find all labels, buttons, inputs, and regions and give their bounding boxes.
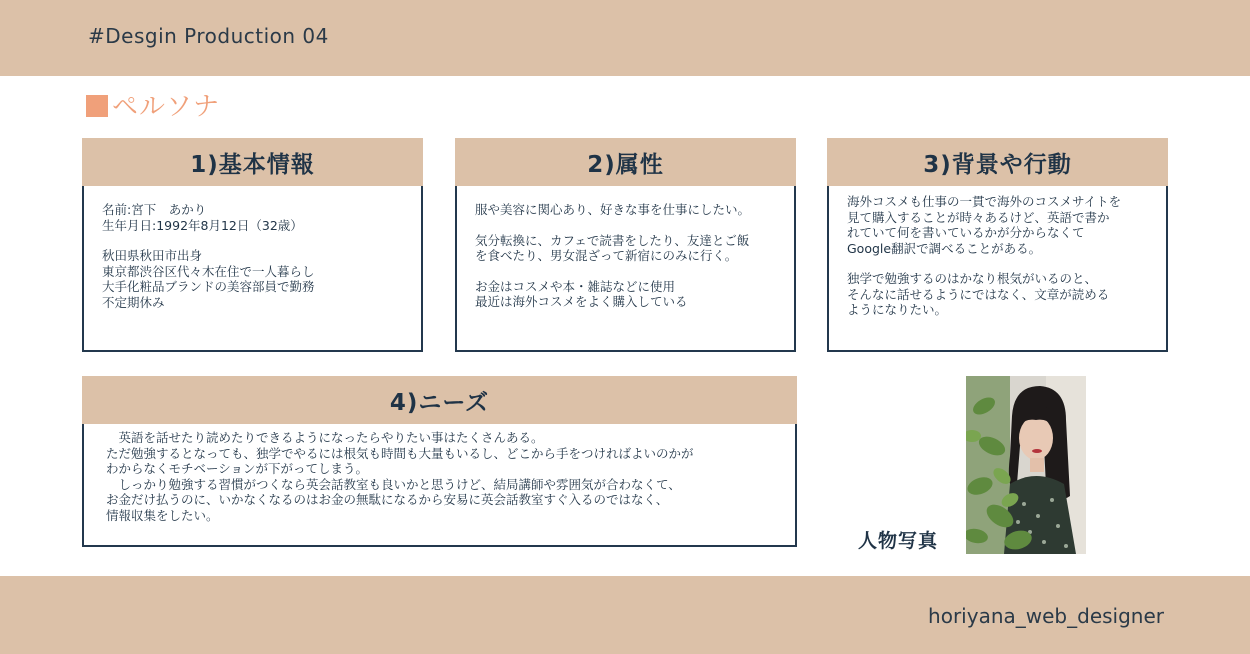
card-basic-info [82, 138, 423, 352]
text-line: わからなくモチベーションが下がってしまう。 [106, 461, 369, 476]
square-bullet-icon [86, 95, 108, 117]
card-paragraph [847, 271, 1152, 318]
needs-body [106, 430, 781, 523]
card-background [827, 138, 1168, 352]
persona-photo [966, 376, 1086, 554]
card-title: 4)ニーズ [82, 376, 797, 424]
text-line: 見て購入することが時々あるけど、英語で書か [847, 209, 1110, 225]
card-paragraph [847, 194, 1152, 256]
card-paragraph [475, 279, 780, 310]
card-paragraph [475, 202, 780, 218]
text-line: 英語を話せたり読めたりできるようになったらやりたい事はたくさんある。 [106, 430, 544, 445]
photo-caption: 人物写真 [858, 530, 939, 552]
text-line: 東京都渋谷区代々木在住で一人暮らし [102, 263, 315, 279]
card-needs [82, 376, 797, 547]
text-line: 生年月日:1992年8月12日（32歳） [102, 217, 303, 233]
card-title: 3)背景や行動 [827, 138, 1168, 186]
text-line: 秋田県秋田市出身 [102, 248, 203, 263]
text-line: れていて何を書いているかが分からなくて [847, 225, 1085, 240]
text-line: ようになりたい。 [847, 302, 948, 317]
header-bar [0, 0, 1250, 76]
section-title-text: ペルソナ [112, 92, 221, 122]
text-line: 海外コスメも仕事の一貫で海外のコスメサイトを [847, 194, 1122, 209]
card-title: 2)属性 [455, 138, 796, 186]
card-paragraph [102, 248, 407, 310]
text-line: 服や美容に関心あり、好きな事を仕事にしたい。 [475, 202, 751, 217]
text-line: 名前:宮下 あかり [102, 202, 207, 217]
card-body [102, 202, 407, 325]
text-line: 情報収集をしたい。 [106, 507, 219, 523]
card-paragraph [475, 233, 780, 264]
text-line: 不定期休み [102, 294, 165, 310]
card-attributes [455, 138, 796, 352]
card-title: 1)基本情報 [82, 138, 423, 186]
header-tag: #Desgin Production 04 [88, 24, 329, 48]
footer-bar [0, 576, 1250, 654]
text-line: 最近は海外コスメをよく購入している [475, 294, 688, 309]
section-title [86, 86, 220, 123]
text-line: 大手化粧品ブランドの美容部員で勤務 [102, 279, 315, 294]
text-line: Google翻訳で調べることがある。 [847, 240, 1042, 256]
text-line: そんなに話せるようにではなく、文章が読める [847, 286, 1110, 302]
text-line: 気分転換に、カフェで読書をしたり、友達とご飯 [475, 232, 750, 248]
footer-credit: horiyana_web_designer [928, 604, 1164, 628]
text-line: お金はコスメや本・雑誌などに使用 [475, 278, 676, 294]
text-line: しっかり勉強する習慣がつくなら英会話教室も良いかと思うけど、結局講師や雰囲気が合わなくて、 [106, 476, 681, 492]
text-line: ただ勉強するとなっても、独学でやるには根気も時間も大量もいるし、どこから手をつければよいのかが [106, 445, 694, 461]
text-line: お金だけ払うのに、いかなくなるのはお金の無駄になるから安易に英会話教室すぐ入るのではなく、 [106, 492, 669, 507]
text-line: を食べたり、男女混ざって新宿にのみに行く。 [475, 248, 738, 263]
card-body [847, 194, 1152, 333]
card-body [475, 202, 780, 325]
text-line: 独学で勉強するのはかなり根気がいるのと、 [847, 271, 1098, 286]
card-paragraph [102, 202, 407, 233]
